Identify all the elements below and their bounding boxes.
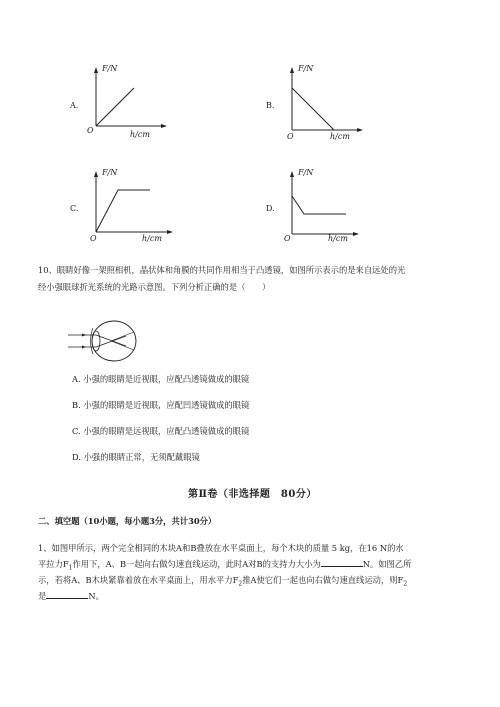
graph-d (264, 168, 374, 248)
graph-c-letter: C. (70, 204, 79, 213)
graph-a-origin: O (87, 126, 94, 135)
graph-b-origin: O (287, 132, 294, 141)
q1-line2 (38, 558, 411, 575)
q1-line3 (38, 574, 407, 591)
q1-f1-subscript: 1 (68, 564, 73, 572)
graph-d-letter: D. (266, 204, 275, 213)
q1-line2-part1: 平拉力F (38, 559, 69, 569)
graph-d-xlabel: h/cm (328, 234, 348, 243)
q10-option-c[interactable]: C. 小强的眼睛是远视眼，应配凸透镜做成的眼镜 (72, 426, 250, 436)
q1-line2-part3: N。如图乙所 (362, 559, 412, 569)
graph-c (68, 168, 178, 248)
graph-b (264, 64, 374, 144)
q1-line2-part2: 作用下，A、B一起向右做匀速直线运动，此时A对B的支持力大小为 (72, 559, 321, 569)
graph-b-plot (264, 64, 374, 144)
section-title: 二、填空题（10小题，每小题3分，共计30分） (38, 516, 217, 526)
graph-c-origin: O (90, 234, 97, 243)
q1-line3-part2: 推A使它们一起也向右做匀速直线运动，则F (242, 575, 404, 585)
graph-b-ylabel: F/N (298, 64, 314, 73)
graph-d-origin: O (284, 234, 291, 243)
q1-line4-part2: N。 (88, 591, 104, 601)
graph-c-xlabel: h/cm (142, 234, 162, 243)
graph-b-xlabel: h/cm (330, 132, 350, 141)
q10-option-a[interactable]: A. 小强的眼睛是近视眼，应配凸透镜做成的眼镜 (72, 374, 250, 384)
q1-line3-part1: 示，若将A、B木块紧靠着放在水平桌面上，用水平力F (38, 575, 239, 585)
graph-b-letter: B. (266, 101, 275, 110)
graph-a-letter: A. (70, 101, 79, 110)
graph-a-xlabel: h/cm (130, 130, 150, 139)
eye-diagram (66, 316, 156, 366)
graph-a (68, 64, 178, 144)
q10-text-line2: 经小强眼球折光系统的光路示意图。下列分析正确的是（ ） (38, 282, 271, 292)
graph-c-plot (68, 168, 178, 248)
graph-d-plot (264, 168, 374, 248)
q10-option-d[interactable]: D. 小强的眼睛正常，无须配戴眼镜 (72, 452, 200, 462)
q1-line1: 1、如图甲所示，两个完全相同的木块A和B叠放在水平桌面上，每个木块的质量 5 kg，在16 N的水 (38, 543, 404, 553)
q1-f2-subscript-2: 2 (403, 580, 408, 588)
q1-f2-subscript: 2 (238, 580, 243, 588)
graph-c-ylabel: F/N (102, 168, 118, 177)
q1-line4-part1: 是 (38, 591, 47, 601)
graph-a-plot (68, 64, 178, 144)
q10-text-line1: 10、眼睛好像一架照相机，晶状体和角膜的共同作用相当于凸透镜，如图所示表示的是来自远处的光 (38, 265, 406, 275)
graph-d-ylabel: F/N (298, 168, 314, 177)
part2-title: 第Ⅱ卷（非选择题 80分） (188, 489, 317, 500)
q1-line4 (38, 590, 104, 602)
graph-a-ylabel: F/N (102, 64, 118, 73)
q1-answer-blank-2[interactable] (46, 590, 88, 599)
q1-answer-blank-1[interactable] (321, 558, 363, 567)
q10-option-b[interactable]: B. 小强的眼睛是近视眼，应配凹透镜做成的眼镜 (72, 400, 250, 410)
